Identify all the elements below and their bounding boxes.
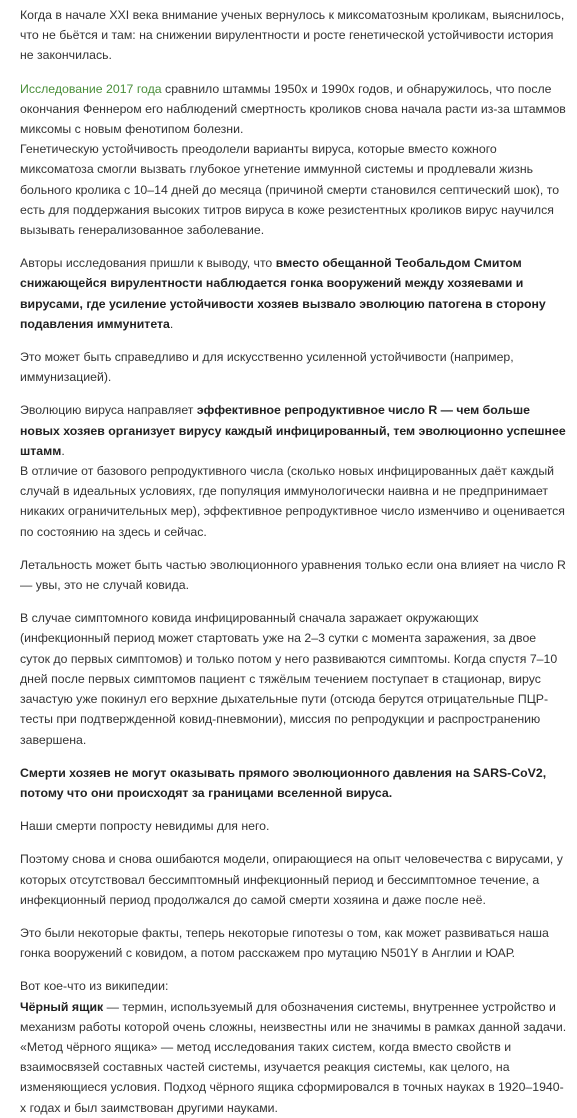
paragraph: Это были некоторые факты, теперь некоторые гипотезы о том, как может развиваться наша гонка вооружений с ковидом, а потом расскажем про мутацию N501Y в Англии и ЮАР. (20, 925, 549, 961)
paragraph-text: . (169, 316, 174, 331)
paragraph-text: Авторы исследования пришли к выводу, что (20, 256, 276, 271)
paragraph (20, 253, 569, 334)
paragraph: Поэтому снова и снова ошибаются модели, опирающиеся на опыт человечества с вирусами, у которых отсутствовал бессимптомный инфекционный период и бессимптомное течение, а инфекционный период продолжался до самой смерти хозяина и даже после неё. (20, 852, 563, 907)
paragraph: В случае симптомного ковида инфицированный сначала заражает окружающих (инфекционный период может стартовать уже на 2–3 сутки с момента заражения, за двое суток до первых симптомов) и только потом у него развиваются симптомы. Когда спустя 7–10 дней после первых симптомов пациент с тяжёлым течением поступает в стационар, вирус зачастую уже покинул его верхние дыхательные пути (отсюда берутся отрицательные ПЦР-тесты при подтвержденной ковид-пневмонии), миссия по репродукции и распространению завершена. (20, 611, 558, 747)
paragraph: Генетическую устойчивость преодолели варианты вируса, которые вместо кожного миксоматоза смогли вызвать глубокое угнетение иммунной системы и продлевали жизнь больного кролика с 10–14 дней до месяца (причиной смерти становился септический шок), то есть для поддержания высоких титров вируса в коже резистентных кроликов вирус научился вызывать генерализованное заболевание. (20, 142, 560, 238)
paragraph-text: . (61, 443, 65, 458)
paragraph: Наши смерти попросту невидимы для него. (20, 819, 270, 834)
study-2017-link[interactable]: Исследование 2017 года (20, 81, 162, 96)
paragraph: Это может быть справедливо и для искусственно усиленной устойчивости (например, иммунизацией). (20, 350, 514, 385)
paragraph: Вот кое-что из википедии: (20, 979, 169, 994)
paragraph (20, 997, 569, 1118)
paragraph (20, 79, 569, 140)
bold-term: Чёрный ящик (20, 999, 104, 1014)
bold-conclusion: вместо обещанной Теобальдом Смитом снижающейся вирулентности наблюдается гонка вооружений между хозяевами и вирусами, где усиление устойчивости хозяев вызвало эволюцию патогена в сторону подавления иммунитета (20, 256, 546, 331)
paragraph-text: Эволюцию вируса направляет (20, 403, 197, 418)
paragraph: Когда в начале XXI века внимание ученых вернулось к миксоматозным кроликам, выяснилось, что не бьётся и там: на снижении вирулентности и росте генетической устойчивости история не закончилась. (20, 8, 565, 63)
bold-statement: Смерти хозяев не могут оказывать прямого эволюционного давления на SARS-CoV2, потому что они происходят за границами вселенной вируса. (20, 765, 547, 800)
bold-paragraph (20, 763, 569, 803)
paragraph: Летальность может быть частью эволюционного уравнения только если она влияет на число R — увы, это не случай ковида. (20, 557, 566, 593)
paragraph (20, 400, 569, 461)
paragraph-text: сравнило штаммы 1950х и 1990х годов, и обнаружилось, что после окончания Феннером его наблюдений смертность кроликов снова начала расти из-за штаммов миксомы с новым фенотипом болезни. (20, 81, 566, 137)
paragraph: В отличие от базового репродуктивного числа (сколько новых инфицированных даёт каждый случай в идеальных условиях, где популяция иммунологически наивна и не предпринимает никаких ограничительных мер), эффективное репродуктивное число изменчиво и оценивается по состоянию на здесь и сейчас. (20, 464, 565, 539)
paragraph-text: — термин, используемый для обозначения системы, внутреннее устройство и механизм работы которой очень сложны, неизвестны или не значимы в рамках данной задачи. «Метод чёрного ящика» — метод исследования таких систем, когда вместо свойств и взаимосвязей составных частей системы, изучается реакция системы, как целого, на изменяющиеся условия. Подход чёрного ящика сформировался в точных науках в 1920–1940-х годах и был заимствован другими науками. (20, 999, 567, 1115)
bold-definition: эффективное репродуктивное число R — чем больше новых хозяев организует вирусу каждый инфицированный, тем эволюционно успешнее штамм (20, 403, 566, 458)
